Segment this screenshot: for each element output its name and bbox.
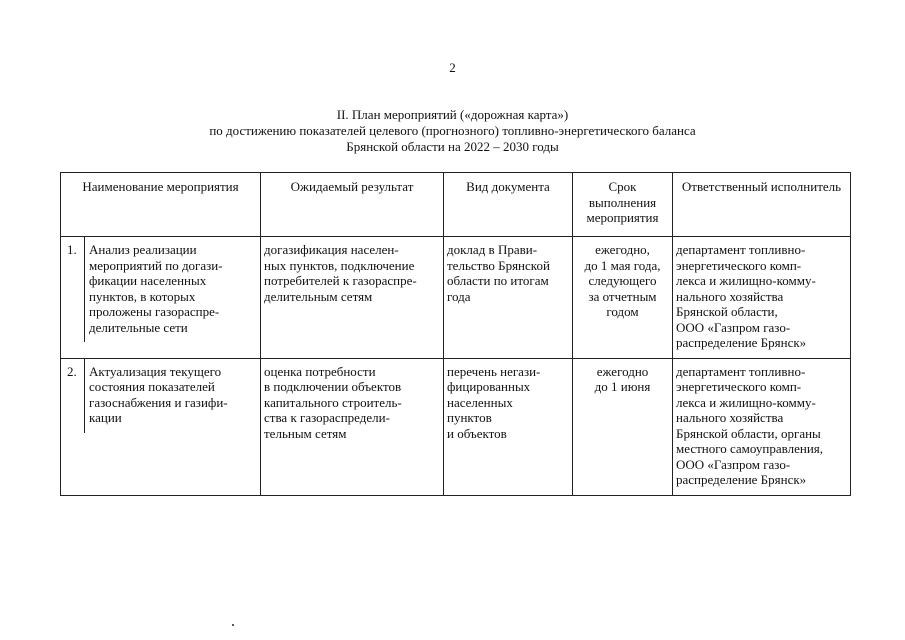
cell-term-line: ежегодно [596, 363, 649, 379]
cell-responsible-line: распределение Брянск» [676, 472, 807, 487]
cell-name [61, 237, 261, 359]
cell-document [444, 358, 573, 495]
cell-document-line: области по итогам [447, 273, 549, 288]
cell-result-line: в подключении объектов [264, 379, 402, 394]
activity-name-line: пунктов, в которых [89, 288, 196, 304]
table-header-row [61, 173, 851, 237]
title-line-2: по достижению показателей целевого (прогнозного) топливно-энергетического баланса [209, 123, 696, 138]
cell-responsible-line: департамент топливно- [676, 363, 806, 379]
cell-responsible-line: энергетического комп- [676, 379, 802, 394]
cell-term-line: до 1 мая года, [584, 257, 661, 273]
document-title [0, 107, 905, 155]
activity-name-line: Актуализация текущего [89, 363, 222, 379]
cell-result-line: ных пунктов, подключение [264, 257, 415, 273]
cell-result-line: ства к газораспредели- [264, 410, 390, 425]
header-responsible: Ответственный исполнитель [673, 173, 851, 237]
header-result: Ожидаемый результат [261, 173, 444, 237]
activity-name-line: Анализ реализации [89, 242, 197, 257]
table-row [61, 358, 851, 495]
scan-speck [232, 624, 234, 626]
activity-name-line: газоснабжения и газифи- [89, 394, 228, 410]
cell-result-line: потребителей к газораспре- [264, 273, 417, 288]
cell-term-line: до 1 июня [594, 379, 651, 394]
cell-responsible-line: лекса и жилищно-комму- [676, 273, 816, 288]
cell-term-line: следующего [588, 273, 657, 288]
cell-result [261, 237, 444, 359]
cell-document-line: перечень негази- [447, 363, 541, 379]
activity-name-line: кации [89, 410, 122, 425]
cell-responsible-line: лекса и жилищно-комму- [676, 394, 816, 410]
cell-result-line: капитального строитель- [264, 394, 402, 410]
cell-document-line: пунктов [447, 410, 492, 425]
cell-responsible-line: ООО «Газпром газо- [676, 456, 791, 472]
cell-responsible-line: Брянской области, [676, 304, 778, 319]
cell-term-line: годом [606, 304, 639, 319]
cell-responsible [673, 358, 851, 495]
cell-responsible-line: энергетического комп- [676, 257, 802, 273]
cell-responsible-line: распределение Брянск» [676, 335, 807, 350]
activity-name-line: фикации населенных [89, 273, 207, 288]
cell-document-line: тельство Брянской [447, 257, 550, 273]
cell-document-line: доклад в Прави- [447, 242, 538, 257]
header-document: Вид документа [444, 173, 573, 237]
cell-responsible-line: нального хозяйства [676, 410, 784, 425]
cell-term [573, 237, 673, 359]
cell-responsible-line: местного самоуправления, [676, 441, 824, 456]
cell-result [261, 358, 444, 495]
header-term: Срок выполнения мероприятия [573, 173, 673, 237]
cell-responsible-line: нального хозяйства [676, 288, 784, 304]
title-line-1: II. План мероприятий («дорожная карта») [336, 107, 569, 122]
activity-name-line: мероприятий по догази- [89, 257, 223, 273]
activity-name-line: проложены газораспре- [89, 304, 220, 319]
row-number: 1. [61, 237, 85, 342]
cell-document-line: и объектов [447, 425, 507, 441]
roadmap-table [60, 172, 851, 496]
cell-term-line: за отчетным [588, 288, 657, 304]
cell-term [573, 358, 673, 495]
row-number: 2. [61, 359, 85, 433]
table-row [61, 237, 851, 359]
cell-responsible-line: Брянской области, органы [676, 425, 821, 441]
cell-result-line: оценка потребности [264, 363, 376, 379]
cell-result-line: тельным сетям [264, 425, 347, 441]
cell-responsible-line: департамент топливно- [676, 242, 806, 257]
cell-term-line: ежегодно, [595, 242, 650, 257]
cell-name [61, 358, 261, 495]
cell-document-line: фицированных [447, 379, 531, 394]
cell-document-line: года [447, 288, 471, 304]
title-line-3: Брянской области на 2022 – 2030 годы [346, 139, 559, 154]
page-number: 2 [449, 60, 456, 75]
cell-document-line: населенных [447, 394, 513, 410]
activity-name-line: делительные сети [89, 319, 188, 335]
header-name: Наименование мероприятия [61, 173, 261, 237]
cell-result-line: догазификация населен- [264, 242, 399, 257]
cell-responsible [673, 237, 851, 359]
cell-document [444, 237, 573, 359]
cell-responsible-line: ООО «Газпром газо- [676, 319, 791, 335]
cell-result-line: делительным сетям [264, 288, 373, 304]
activity-name-line: состояния показателей [89, 379, 215, 394]
